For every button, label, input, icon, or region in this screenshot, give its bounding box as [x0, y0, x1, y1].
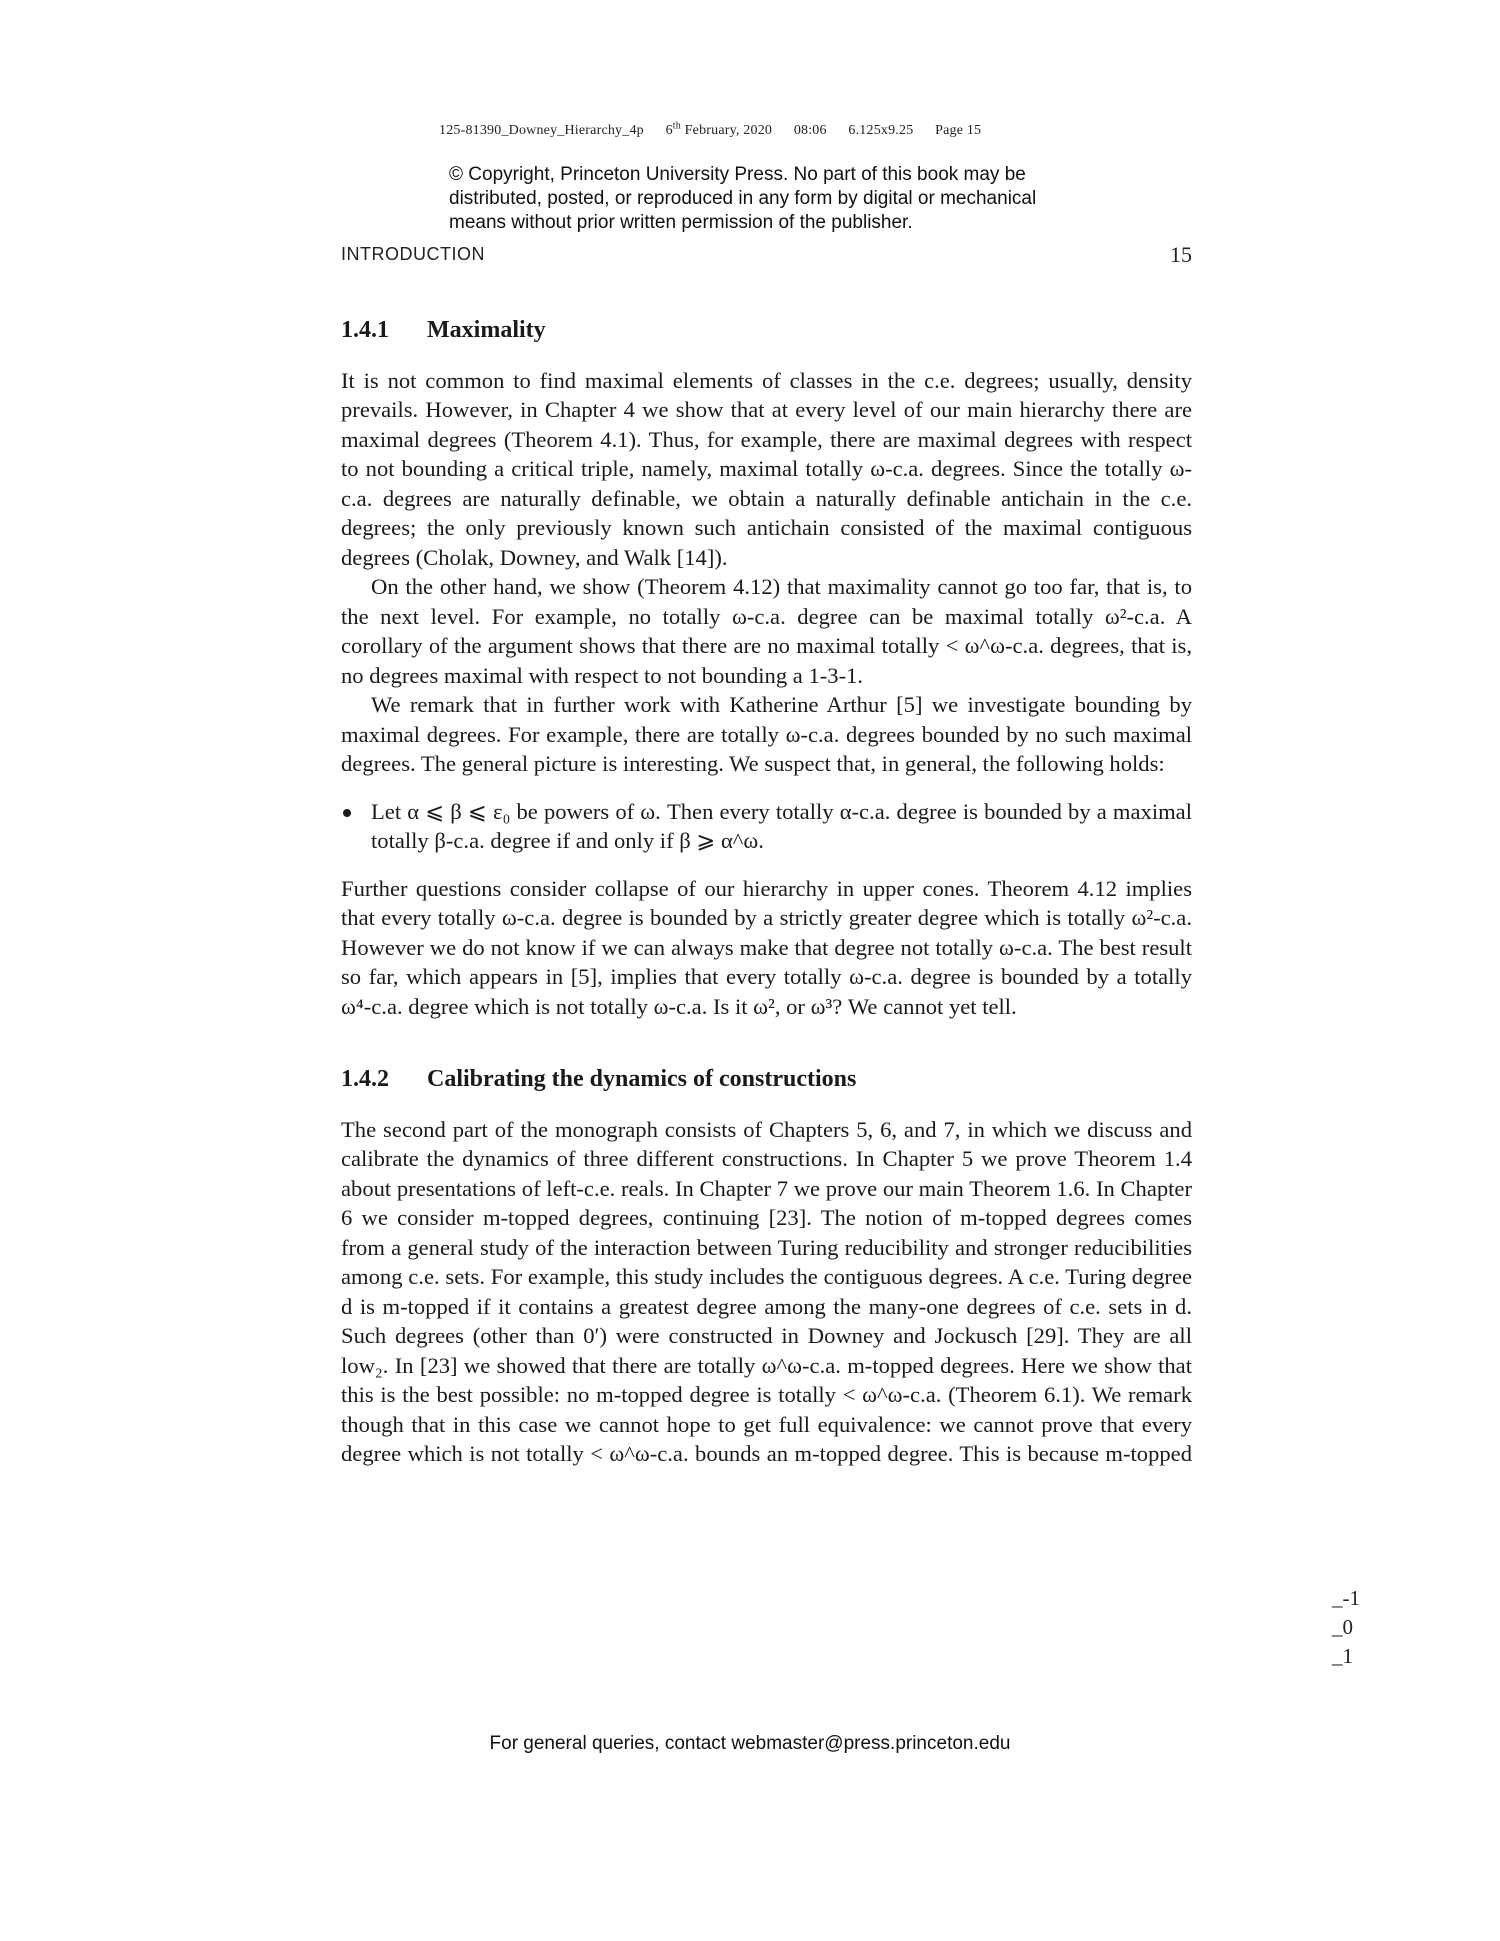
margin-mark: _0: [1332, 1615, 1353, 1639]
bullet-icon: [343, 809, 351, 817]
paragraph: We remark that in further work with Katherine Arthur [5] we investigate bounding by maximal degrees. For example, there are totally ω-c.a. degrees bounded by no such maximal degrees. The general picture is interesting. We suspect that, in general, the following holds:: [341, 692, 1192, 776]
paragraph: On the other hand, we show (Theorem 4.12) that maximality cannot go too far, that is, to the next level. For example, no totally ω-c.a. degree can be maximal totally ω²-c.a. A corollary of the argument shows that there are no maximal totally < ω^ω-c.a. degrees, that is, no degrees maximal with respect to not bounding a 1-3-1.: [341, 574, 1192, 688]
proof-file-name: 125-81390_Downey_Hierarchy_4p: [439, 122, 644, 138]
proof-margin-marks: [1332, 1584, 1360, 1671]
section-heading-maximality: [341, 316, 1192, 346]
page-body: [341, 316, 1192, 1469]
margin-mark: _-1: [1332, 1586, 1360, 1610]
list-item: [341, 797, 1192, 856]
paragraph: It is not common to find maximal elements of classes in the c.e. degrees; usually, density prevails. However, in Chapter 4 we show that at every level of our main hierarchy there are maximal degrees (Theorem 4.1). Thus, for example, there are maximal degrees with respect to not bounding a critical triple, namely, maximal totally ω-c.a. degrees. Since the totally ω-c.a. degrees are naturally definable, we obtain a naturally definable antichain in the c.e. degrees; the only previously known such antichain consisted of the maximal contiguous degrees (Cholak, Downey, and Walk [14]).: [341, 367, 1192, 570]
running-head-title: INTRODUCTION: [341, 244, 485, 264]
paragraph: The second part of the monograph consists of Chapters 5, 6, and 7, in which we discuss and calibrate the dynamics of three different constructions. In Chapter 5 we prove Theorem 1.4 about presentations of left-c.e. reals. In Chapter 7 we prove our main Theorem 1.6. In Chapter 6 we consider m-topped degrees, continuing [23]. The notion of m-topped degrees comes from a general study of the interaction between Turing reducibility and stronger reducibilities among c.e. sets. For example, this study includes the contiguous degrees. A c.e. Turing degree d is m-topped if it contains a greatest degree among the many-one degrees of c.e. sets in d. Such degrees (other than 0′) were constructed in Downey and Jockusch [29]. They are all low₂. In [23] we showed that there are totally ω^ω-c.a. m-topped degrees. Here we show that this is the best possible: no m-topped degree is totally < ω^ω-c.a. (Theorem 6.1). We remark though that in this case we cannot hope to get full equivalence: we cannot prove that every degree which is not totally < ω^ω-c.a. bounds an m-topped degree. This is because m-topped: [341, 1116, 1192, 1466]
paragraph: Further questions consider collapse of our hierarchy in upper cones. Theorem 4.12 implies that every totally ω-c.a. degree is bounded by a strictly greater degree which is totally ω²-c.a. However we do not know if we can always make that degree not totally ω-c.a. The best result so far, which appears in [5], implies that every totally ω-c.a. degree is bounded by a totally ω⁴-c.a. degree which is not totally ω-c.a. Is it ω², or ω³? We cannot yet tell.: [341, 875, 1192, 1019]
proof-time: 08:06: [793, 122, 827, 138]
section-number: 1.4.1: [341, 317, 389, 343]
section-number: 1.4.2: [341, 1066, 389, 1092]
conjecture-text: Let α ⩽ β ⩽ ε₀ be powers of ω. Then every totally α-c.a. degree is bounded by a maximal totally β-c.a. degree if and only if β ⩾ α^ω.: [371, 798, 1192, 853]
proof-trim-size: 6.125x9.25: [848, 122, 914, 138]
proof-header: [439, 120, 999, 139]
proof-date: 6th February, 2020: [665, 120, 773, 138]
footer-contact: For general queries, contact webmaster@press.princeton.edu: [489, 1733, 1011, 1754]
proof-page: Page 15: [935, 122, 982, 138]
page-number: 15: [1170, 242, 1192, 267]
conjecture-list: [341, 797, 1192, 856]
section-heading-calibrating: [341, 1065, 1192, 1095]
section-title: Calibrating the dynamics of constructions: [427, 1066, 857, 1092]
margin-mark: _1: [1332, 1644, 1353, 1668]
copyright-notice: © Copyright, Princeton University Press. No part of this book may be distributed, posted, or reproduced in any form by digital or mechanical means without prior written permission of the publisher.: [449, 164, 1037, 233]
section-title: Maximality: [427, 317, 546, 343]
